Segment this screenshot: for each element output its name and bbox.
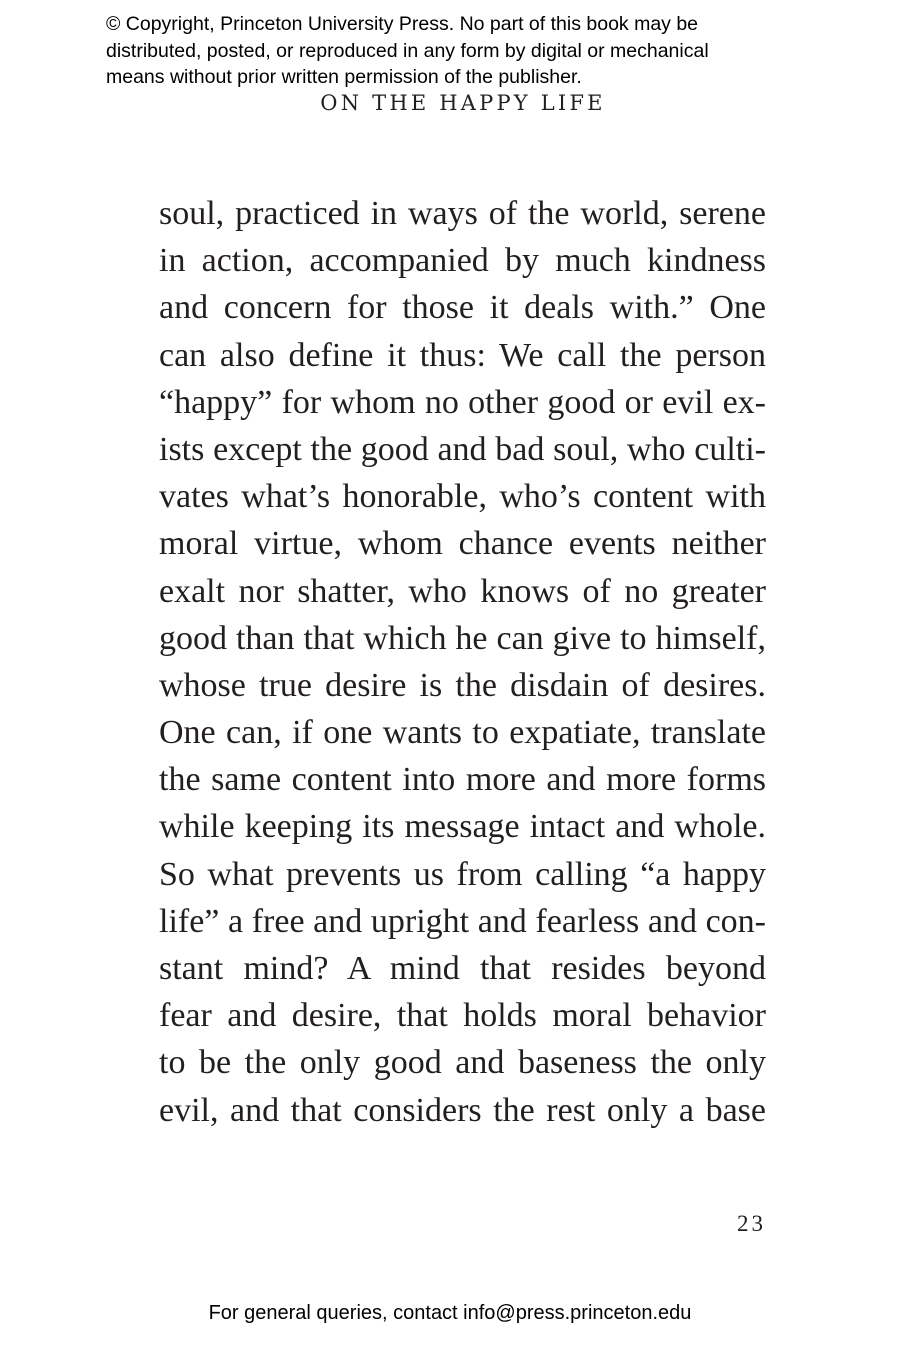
text-line: fear and desire, that holds moral behavior: [159, 997, 766, 1035]
copyright-notice: [106, 11, 826, 91]
text-line: “happy” for whom no other good or evil ex-: [159, 383, 766, 421]
text-line: life” a free and upright and fearless and con-: [159, 902, 766, 940]
text-line: stant mind? A mind that resides beyond: [159, 950, 766, 987]
text-line: So what prevents us from calling “a happy: [159, 855, 766, 893]
text-line: soul, practiced in ways of the world, serene: [159, 195, 766, 232]
text-line: can also define it thus: We call the person: [159, 336, 766, 374]
text-line: whose true desire is the disdain of desires.: [159, 666, 766, 704]
text-line: moral virtue, whom chance events neither: [159, 525, 766, 563]
body-text: [159, 190, 766, 1134]
text-line: One can, if one wants to expatiate, translate: [159, 714, 766, 752]
copyright-line: distributed, posted, or reproduced in any form by digital or mechanical: [106, 39, 709, 62]
text-line: good than that which he can give to himself,: [159, 619, 766, 657]
running-head: ON THE HAPPY LIFE: [320, 91, 606, 115]
text-line: while keeping its message intact and whole.: [159, 808, 766, 846]
text-line: exalt nor shatter, who knows of no greater: [159, 572, 766, 610]
text-line: and concern for those it deals with.” One: [159, 289, 766, 327]
text-line: the same content into more and more forms: [159, 761, 766, 799]
copyright-line: means without prior written permission of the publisher.: [106, 66, 582, 88]
text-line: evil, and that considers the rest only a base: [159, 1091, 766, 1129]
text-line: vates what’s honorable, who’s content with: [159, 478, 766, 516]
text-line: ists except the good and bad soul, who culti-: [159, 430, 766, 468]
page-number: 23: [737, 1211, 766, 1236]
text-line: to be the only good and baseness the only: [159, 1044, 766, 1082]
footer-contact: For general queries, contact info@press.princeton.edu: [208, 1302, 692, 1324]
text-line: in action, accompanied by much kindness: [159, 242, 766, 280]
copyright-line: © Copyright, Princeton University Press. No part of this book may be: [106, 13, 699, 35]
